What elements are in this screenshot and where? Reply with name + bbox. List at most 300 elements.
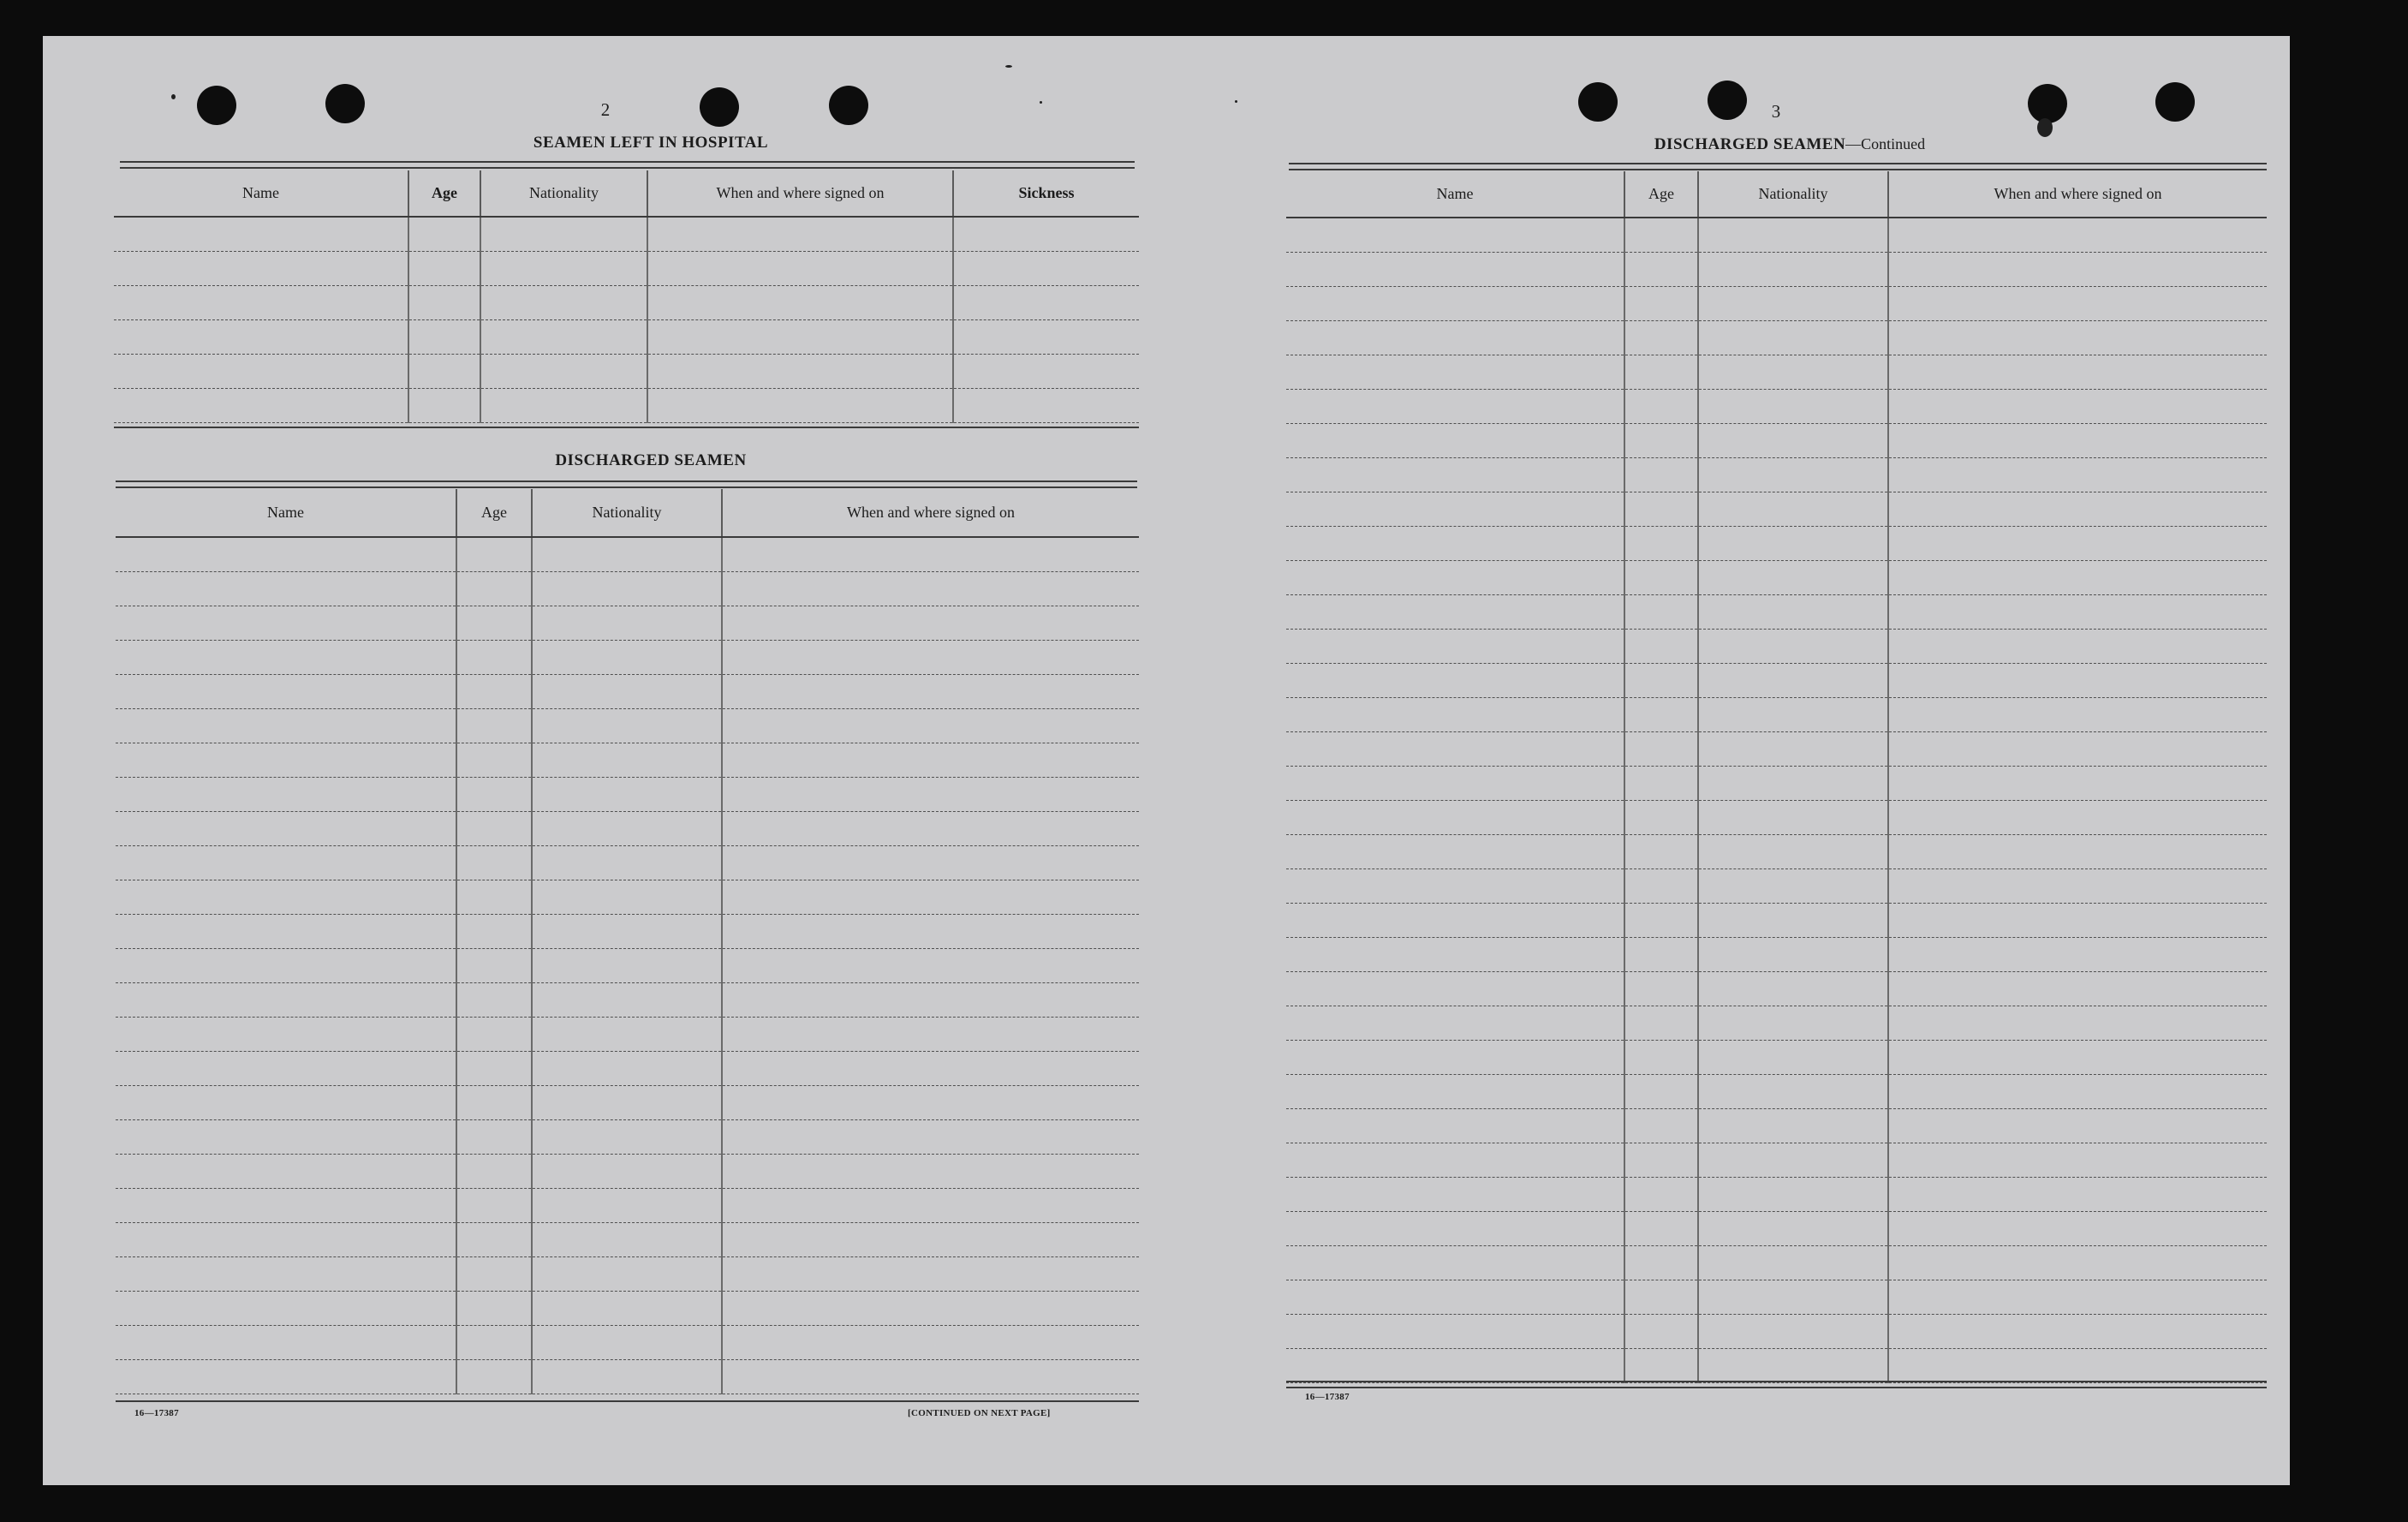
table-cell [532, 1291, 722, 1325]
table-row [116, 571, 1139, 606]
table-cell [1624, 492, 1698, 526]
table-row [114, 388, 1139, 422]
table-cell [953, 217, 1139, 251]
table-cell [722, 880, 1139, 914]
table-cell [456, 537, 532, 571]
table-cell [1286, 1348, 1624, 1382]
table-row [116, 1325, 1139, 1359]
table-row [1286, 1314, 2267, 1348]
table-cell [532, 1085, 722, 1119]
table-cell [456, 1359, 532, 1394]
table-cell [1698, 320, 1888, 355]
table-row [1286, 560, 2267, 594]
table-row [1286, 731, 2267, 766]
table-cell [722, 1291, 1139, 1325]
table-cell [1624, 1143, 1698, 1177]
table-row [1286, 937, 2267, 971]
table-row [116, 1119, 1139, 1154]
table-cell [1286, 1177, 1624, 1211]
table-cell [114, 217, 408, 251]
punch-hole [829, 86, 868, 125]
column-header-nationality: Nationality [532, 489, 722, 537]
table-cell [532, 1119, 722, 1154]
table-row [1286, 903, 2267, 937]
table-cell [532, 777, 722, 811]
table-cell [1624, 252, 1698, 286]
continued-note: [CONTINUED ON NEXT PAGE] [908, 1408, 1051, 1418]
table-cell [1624, 1348, 1698, 1382]
table-cell [532, 880, 722, 914]
table-cell [1698, 560, 1888, 594]
table-cell [456, 982, 532, 1017]
punch-hole [325, 84, 365, 123]
table-cell [953, 388, 1139, 422]
title-rule [1289, 163, 2267, 170]
table-cell [456, 1325, 532, 1359]
table-row [116, 640, 1139, 674]
table-cell [1888, 1177, 2267, 1211]
table-cell [722, 1119, 1139, 1154]
table-row [1286, 526, 2267, 560]
table-cell [1888, 868, 2267, 903]
table-cell [1888, 766, 2267, 800]
table-cell [1624, 1280, 1698, 1314]
table-cell [722, 1359, 1139, 1394]
table-cell [953, 251, 1139, 285]
table-row [1286, 1074, 2267, 1108]
table-row [1286, 218, 2267, 252]
scanned-sheet [43, 36, 2290, 1485]
table-row [116, 1256, 1139, 1291]
table-cell [532, 948, 722, 982]
table-cell [116, 982, 456, 1017]
table-cell [1624, 834, 1698, 868]
table-row [116, 880, 1139, 914]
column-header-name: Name [1286, 171, 1624, 218]
table-cell [456, 1154, 532, 1188]
table-cell [456, 1188, 532, 1222]
table-cell [1286, 423, 1624, 457]
table-row [1286, 1245, 2267, 1280]
table-cell [532, 640, 722, 674]
table-cell [532, 743, 722, 777]
table-cell [722, 571, 1139, 606]
table-cell [456, 1256, 532, 1291]
table-cell [1286, 1006, 1624, 1040]
table-cell [1698, 1211, 1888, 1245]
table-row [1286, 355, 2267, 389]
table-row [1286, 1108, 2267, 1143]
table-cell [1888, 1245, 2267, 1280]
table-cell [1286, 252, 1624, 286]
speck [1235, 100, 1237, 103]
table-row [1286, 492, 2267, 526]
form-number: 16—17387 [1305, 1392, 1350, 1402]
page-left [43, 36, 1233, 1485]
table-cell [116, 1085, 456, 1119]
table-cell [1624, 1177, 1698, 1211]
table-row [1286, 971, 2267, 1006]
table-cell [1698, 868, 1888, 903]
column-header-age: Age [456, 489, 532, 537]
table-cell [1698, 1348, 1888, 1382]
table-row [1286, 252, 2267, 286]
table-cell [1286, 1211, 1624, 1245]
table-cell [480, 354, 647, 388]
table-cell [116, 914, 456, 948]
table-cell [1698, 492, 1888, 526]
table-cell [647, 388, 953, 422]
table-cell [116, 1119, 456, 1154]
table-cell [532, 1359, 722, 1394]
table-cell [1698, 697, 1888, 731]
table-cell [532, 1154, 722, 1188]
table-row [1286, 663, 2267, 697]
hospital-table-bottom-rule [114, 427, 1139, 428]
table-cell [1286, 834, 1624, 868]
table-cell [1286, 1245, 1624, 1280]
table-cell [1286, 526, 1624, 560]
table-cell [1624, 800, 1698, 834]
table-cell [456, 1085, 532, 1119]
table-row [116, 1017, 1139, 1051]
table-row [114, 354, 1139, 388]
table-cell [456, 811, 532, 845]
table-cell [1624, 355, 1698, 389]
table-cell [456, 674, 532, 708]
table-row [116, 1359, 1139, 1394]
table-row [116, 914, 1139, 948]
table-cell [1888, 1040, 2267, 1074]
table-cell [116, 537, 456, 571]
table-cell [456, 1051, 532, 1085]
table-cell [1624, 526, 1698, 560]
table-row [116, 811, 1139, 845]
table-cell [1698, 1245, 1888, 1280]
discharged-section-title: DISCHARGED SEAMEN [555, 451, 747, 469]
table-cell [532, 811, 722, 845]
title-suffix: —Continued [1845, 135, 1926, 152]
table-cell [1698, 355, 1888, 389]
table-cell [1888, 663, 2267, 697]
table-cell [116, 1017, 456, 1051]
hospital-section-title: SEAMEN LEFT IN HOSPITAL [533, 134, 769, 152]
table-cell [116, 708, 456, 743]
column-header-signed-on: When and where signed on [1888, 171, 2267, 218]
form-number: 16—17387 [134, 1408, 179, 1418]
table-cell [1698, 1074, 1888, 1108]
table-cell [1888, 492, 2267, 526]
table-cell [116, 640, 456, 674]
table-cell [532, 606, 722, 640]
table-cell [1888, 320, 2267, 355]
table-cell [1888, 800, 2267, 834]
table-cell [1888, 457, 2267, 492]
table-row [1286, 766, 2267, 800]
table-cell [1624, 903, 1698, 937]
column-header-age: Age [1624, 171, 1698, 218]
table-cell [1286, 355, 1624, 389]
table-cell [456, 1119, 532, 1154]
table-cell [1888, 1348, 2267, 1382]
table-cell [1888, 218, 2267, 252]
table-cell [722, 708, 1139, 743]
table-cell [1624, 663, 1698, 697]
table-cell [456, 777, 532, 811]
table-cell [1286, 663, 1624, 697]
table-cell [456, 948, 532, 982]
table-cell [456, 914, 532, 948]
table-cell [480, 388, 647, 422]
column-header-age: Age [408, 170, 480, 217]
table-row [116, 1188, 1139, 1222]
table-row [1286, 800, 2267, 834]
column-header-name: Name [116, 489, 456, 537]
punch-hole [2155, 82, 2195, 122]
table-cell [1698, 903, 1888, 937]
table-row [116, 777, 1139, 811]
table-cell [722, 982, 1139, 1017]
table-cell [532, 982, 722, 1017]
table-cell [647, 285, 953, 319]
table-row [116, 537, 1139, 571]
table-cell [114, 388, 408, 422]
table-cell [1624, 1040, 1698, 1074]
table-cell [1624, 731, 1698, 766]
table-cell [456, 845, 532, 880]
table-row [116, 708, 1139, 743]
table-cell [116, 1051, 456, 1085]
table-cell [1888, 355, 2267, 389]
table-cell [1698, 731, 1888, 766]
table-row [1286, 1280, 2267, 1314]
table-cell [532, 1188, 722, 1222]
table-cell [456, 1291, 532, 1325]
table-cell [532, 1051, 722, 1085]
table-cell [456, 571, 532, 606]
table-cell [647, 251, 953, 285]
punch-hole [700, 87, 739, 127]
speck [2037, 118, 2053, 137]
table-cell [1698, 1314, 1888, 1348]
column-header-sickness: Sickness [953, 170, 1139, 217]
table-cell [532, 537, 722, 571]
table-cell [116, 1256, 456, 1291]
table-cell [532, 1325, 722, 1359]
table-cell [116, 1188, 456, 1222]
table-row [116, 845, 1139, 880]
punch-hole [1578, 82, 1618, 122]
table-cell [1698, 389, 1888, 423]
table-cell [1286, 731, 1624, 766]
table-cell [1698, 1006, 1888, 1040]
table-cell [480, 285, 647, 319]
table-cell [722, 1017, 1139, 1051]
table-cell [1286, 766, 1624, 800]
table-cell [1286, 1074, 1624, 1108]
table-cell [456, 606, 532, 640]
table-cell [1286, 1280, 1624, 1314]
title-text: DISCHARGED SEAMEN [1654, 135, 1846, 153]
table-cell [1698, 594, 1888, 629]
table-cell [1286, 1040, 1624, 1074]
table-cell [722, 845, 1139, 880]
table-cell [532, 674, 722, 708]
speck [1040, 101, 1042, 104]
table-cell [456, 708, 532, 743]
table-row [1286, 1006, 2267, 1040]
speck [171, 94, 176, 99]
table-cell [1286, 389, 1624, 423]
table-cell [1888, 1280, 2267, 1314]
table-cell [116, 948, 456, 982]
table-cell [722, 1085, 1139, 1119]
table-row [1286, 868, 2267, 903]
table-cell [1888, 697, 2267, 731]
table-cell [722, 1051, 1139, 1085]
table-cell [722, 1188, 1139, 1222]
table-cell [1698, 218, 1888, 252]
table-cell [1698, 1280, 1888, 1314]
table-cell [116, 571, 456, 606]
table-cell [647, 217, 953, 251]
table-cell [722, 914, 1139, 948]
table-row [1286, 320, 2267, 355]
table-cell [1698, 1040, 1888, 1074]
column-header-nationality: Nationality [1698, 171, 1888, 218]
table-row [1286, 423, 2267, 457]
table-cell [1286, 1314, 1624, 1348]
table-cell [1698, 1177, 1888, 1211]
table-cell [1888, 937, 2267, 971]
table-row [116, 1051, 1139, 1085]
table-cell [1624, 1211, 1698, 1245]
table-cell [116, 777, 456, 811]
table-row [116, 743, 1139, 777]
table-cell [456, 880, 532, 914]
table-cell [116, 811, 456, 845]
table-row [1286, 594, 2267, 629]
table-cell [1286, 218, 1624, 252]
column-header-signed-on: When and where signed on [722, 489, 1139, 537]
table-cell [1286, 492, 1624, 526]
table-cell [532, 1222, 722, 1256]
table-row [116, 1222, 1139, 1256]
table-row [114, 217, 1139, 251]
table-cell [116, 1154, 456, 1188]
table-cell [1888, 252, 2267, 286]
table-cell [1624, 389, 1698, 423]
table-cell [116, 1325, 456, 1359]
table-cell [722, 640, 1139, 674]
table-cell [1698, 252, 1888, 286]
table-row [1286, 834, 2267, 868]
table-cell [1888, 526, 2267, 560]
table-cell [1624, 1108, 1698, 1143]
table-row [1286, 1211, 2267, 1245]
discharged-continued-title [1490, 135, 2089, 154]
table-row [116, 982, 1139, 1017]
table-row [1286, 389, 2267, 423]
page-number: 2 [600, 99, 611, 120]
table-cell [1888, 594, 2267, 629]
discharged-title-rule [116, 480, 1137, 488]
table-cell [1888, 1143, 2267, 1177]
table-cell [1698, 526, 1888, 560]
table-cell [1624, 320, 1698, 355]
discharged-table-right [1286, 171, 2267, 1383]
table-cell [1624, 457, 1698, 492]
table-cell [1624, 1314, 1698, 1348]
table-row [116, 1154, 1139, 1188]
table-cell [1888, 731, 2267, 766]
punch-hole [197, 86, 236, 125]
table-cell [1624, 766, 1698, 800]
table-cell [647, 354, 953, 388]
table-cell [1698, 937, 1888, 971]
table-cell [1286, 697, 1624, 731]
table-cell [1698, 834, 1888, 868]
table-cell [116, 880, 456, 914]
table-row [116, 606, 1139, 640]
table-row [116, 674, 1139, 708]
table-row [116, 948, 1139, 982]
page-number: 3 [1771, 101, 1781, 122]
table-row [1286, 697, 2267, 731]
table-cell [1698, 971, 1888, 1006]
table-cell [722, 948, 1139, 982]
table-cell [1698, 663, 1888, 697]
table-cell [1698, 629, 1888, 663]
table-row [116, 1085, 1139, 1119]
discharged-table-bottom-rule [116, 1400, 1139, 1402]
table-row [1286, 286, 2267, 320]
table-bottom-rule [1286, 1381, 2267, 1388]
table-cell [1624, 218, 1698, 252]
table-cell [1624, 1074, 1698, 1108]
table-cell [1888, 1108, 2267, 1143]
table-cell [1698, 286, 1888, 320]
table-cell [722, 606, 1139, 640]
table-cell [116, 1359, 456, 1394]
table-cell [114, 251, 408, 285]
table-cell [1624, 423, 1698, 457]
table-cell [1624, 629, 1698, 663]
table-cell [408, 285, 480, 319]
table-cell [1286, 937, 1624, 971]
table-cell [1624, 868, 1698, 903]
table-cell [722, 1222, 1139, 1256]
table-cell [532, 1017, 722, 1051]
table-row [1286, 1348, 2267, 1382]
table-cell [1888, 560, 2267, 594]
table-cell [1888, 834, 2267, 868]
table-cell [1888, 903, 2267, 937]
table-cell [480, 319, 647, 354]
table-cell [1286, 286, 1624, 320]
table-cell [456, 1222, 532, 1256]
discharged-table-left [116, 489, 1139, 1394]
table-cell [116, 674, 456, 708]
table-cell [1888, 286, 2267, 320]
table-cell [1286, 457, 1624, 492]
table-cell [1286, 868, 1624, 903]
table-cell [722, 1256, 1139, 1291]
table-cell [408, 354, 480, 388]
column-header-name: Name [114, 170, 408, 217]
table-cell [1888, 629, 2267, 663]
table-cell [114, 285, 408, 319]
